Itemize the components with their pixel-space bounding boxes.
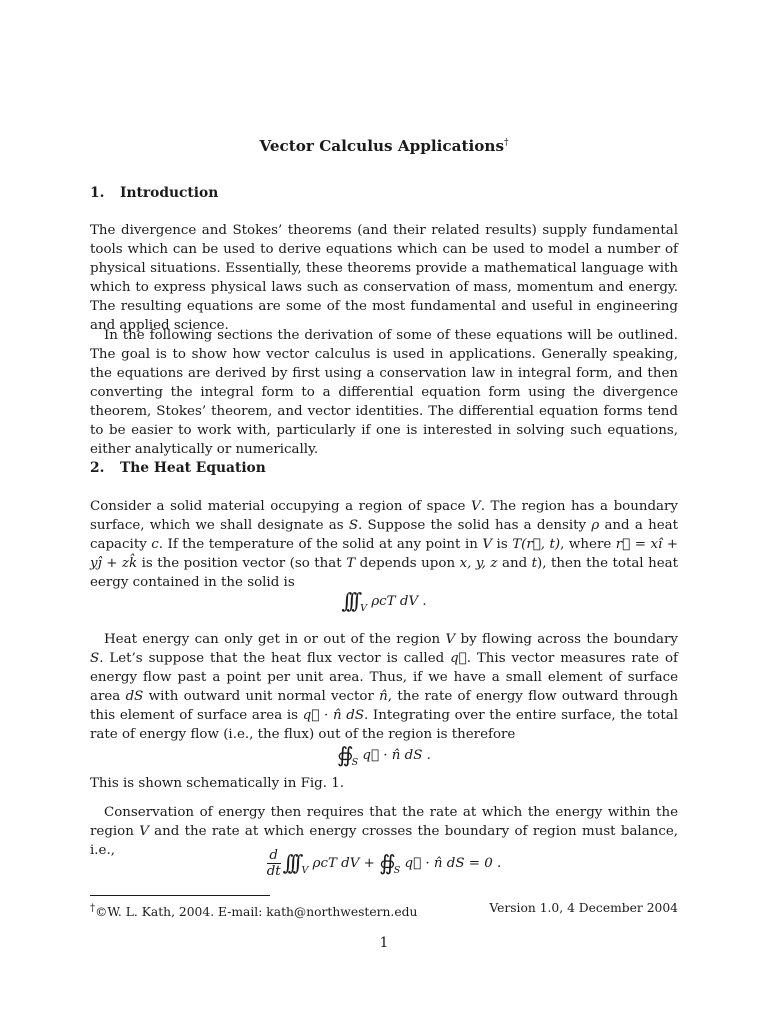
integrand: ρcT dV . [371, 594, 427, 609]
math-symbol: V [445, 632, 456, 647]
time-derivative-fraction [267, 848, 281, 879]
math-symbol: V [482, 537, 493, 552]
text-run: , where [560, 537, 616, 552]
title-text: Vector Calculus Applications [259, 137, 505, 155]
math-symbol: V [471, 499, 481, 514]
text-run: is the position vector (so that [137, 556, 347, 571]
footnote-mark: † [90, 902, 96, 914]
heat-paragraph-2 [90, 630, 678, 744]
closed-surface-integral-icon: ∯ [379, 851, 390, 875]
math-symbol: q⃗ [450, 651, 467, 666]
integrand: q⃗ · n̂ dS . [362, 748, 431, 763]
triple-integral-icon: ∫∫∫ [341, 589, 357, 613]
math-expression: q⃗ · n̂ dS [302, 708, 364, 723]
text-run: . Integrating over the entire surface, the total rate of energy flow (i.e., the flux) out of the region is therefore [90, 708, 678, 742]
paper-title [90, 134, 678, 156]
math-symbol: c [151, 537, 159, 552]
text-run: and a heat capacity [90, 518, 678, 552]
section-heading-heat-equation [90, 459, 266, 478]
equation-total-heat-energy [90, 589, 678, 618]
integral-subscript: S [351, 757, 359, 768]
section-title: The Heat Equation [120, 460, 266, 476]
equation-surface-flux [90, 743, 678, 772]
text-run: . The region has a boundary surface, which we shall designate as [90, 499, 678, 533]
section-number: 1. [90, 185, 105, 201]
math-expression: T(r⃗, t) [512, 537, 561, 552]
section-title: Introduction [120, 185, 219, 201]
intro-paragraph-2: In the following sections the derivation of some of these equations will be outlined. The goal is to show how vector calculus is used in applications. Generally speaking, the equations are derived by first using a conservation law in integral form, and then converting the integral form to a differential equation form using the divergence theorem, Stokes’ theorem, and vector identities. The differential equation forms tend to be easier to work with, particularly if one is interested in solving such equations, either analytically or numerically. [90, 328, 678, 457]
integral-subscript: V [360, 603, 368, 614]
integral-subscript: V [301, 865, 309, 876]
integrand: q⃗ · n̂ dS = 0 . [404, 856, 502, 871]
section-number: 2. [90, 460, 105, 476]
text-run: , the rate of energy flow outward through this element of surface area is [90, 689, 678, 723]
math-symbol: V [139, 824, 149, 839]
heat-paragraph-1 [90, 497, 678, 592]
equation-energy-balance [90, 848, 678, 880]
fraction-denominator: dt [266, 864, 281, 879]
heat-paragraph-3: This is shown schematically in Fig. 1. [90, 776, 345, 791]
footnote-version: Version 1.0, 4 December 2004 [489, 901, 678, 915]
footnote-copyright: ©W. L. Kath, 2004. E-mail: kath@northwestern.edu [95, 905, 418, 920]
text-run: . This vector measures rate of energy flow past a point per unit area. Thus, if we have a small element of surface area [90, 651, 678, 704]
math-expression: r⃗ = xî + yĵ + zk̂ [90, 537, 679, 571]
math-symbol: T [346, 556, 356, 571]
text-run: Heat energy can only get in or out of the region [104, 632, 446, 647]
page-number: 1 [379, 935, 389, 951]
title-footnote-mark: † [504, 138, 509, 148]
text-run: by flowing across the boundary [455, 632, 678, 647]
text-run: depends upon [355, 556, 460, 571]
text-run: Conservation of energy then requires that the rate at which the energy within the region [90, 805, 678, 839]
triple-integral-icon: ∫∫∫ [282, 851, 298, 875]
text-run: is [492, 537, 513, 552]
integrand: ρcT dV + [312, 856, 375, 871]
footnote [90, 899, 678, 922]
text-run: ), then the total heat eergy contained in the solid is [90, 556, 679, 590]
text-run: with outward unit normal vector [143, 689, 380, 704]
text-run: Consider a solid material occupying a region of space [90, 499, 472, 514]
math-symbol: S [348, 518, 358, 533]
closed-surface-integral-icon: ∯ [337, 743, 348, 767]
math-symbol: dS [125, 689, 144, 704]
text-run: . Let’s suppose that the heat flux vector is called [99, 651, 451, 666]
text-run: and the rate at which energy crosses the boundary of region must balance, i.e., [90, 824, 679, 858]
intro-paragraph-1: The divergence and Stokes’ theorems (and their related results) supply fundamental tools which can be used to derive equations which can be used to model a number of physical situations. Essentially, these theorems provide a mathematical language with which to express physical laws such as conservation of mass, momentum and energy. The resulting equations are some of the most fundamental and useful in engineering and applied science. [90, 223, 678, 333]
footnote-rule [90, 895, 270, 896]
math-symbol: ρ [591, 518, 600, 533]
text-run: . If the temperature of the solid at any point in [158, 537, 483, 552]
text-run: and [497, 556, 532, 571]
fraction-numerator: d [267, 848, 281, 864]
section-heading-introduction [90, 184, 218, 203]
math-symbol: n̂ [379, 689, 388, 704]
math-symbol: t [531, 556, 538, 571]
integral-subscript: S [393, 865, 401, 876]
math-symbol: S [90, 651, 100, 666]
math-expression: x, y, z [459, 556, 498, 571]
text-run: . Suppose the solid has a density [358, 518, 592, 533]
